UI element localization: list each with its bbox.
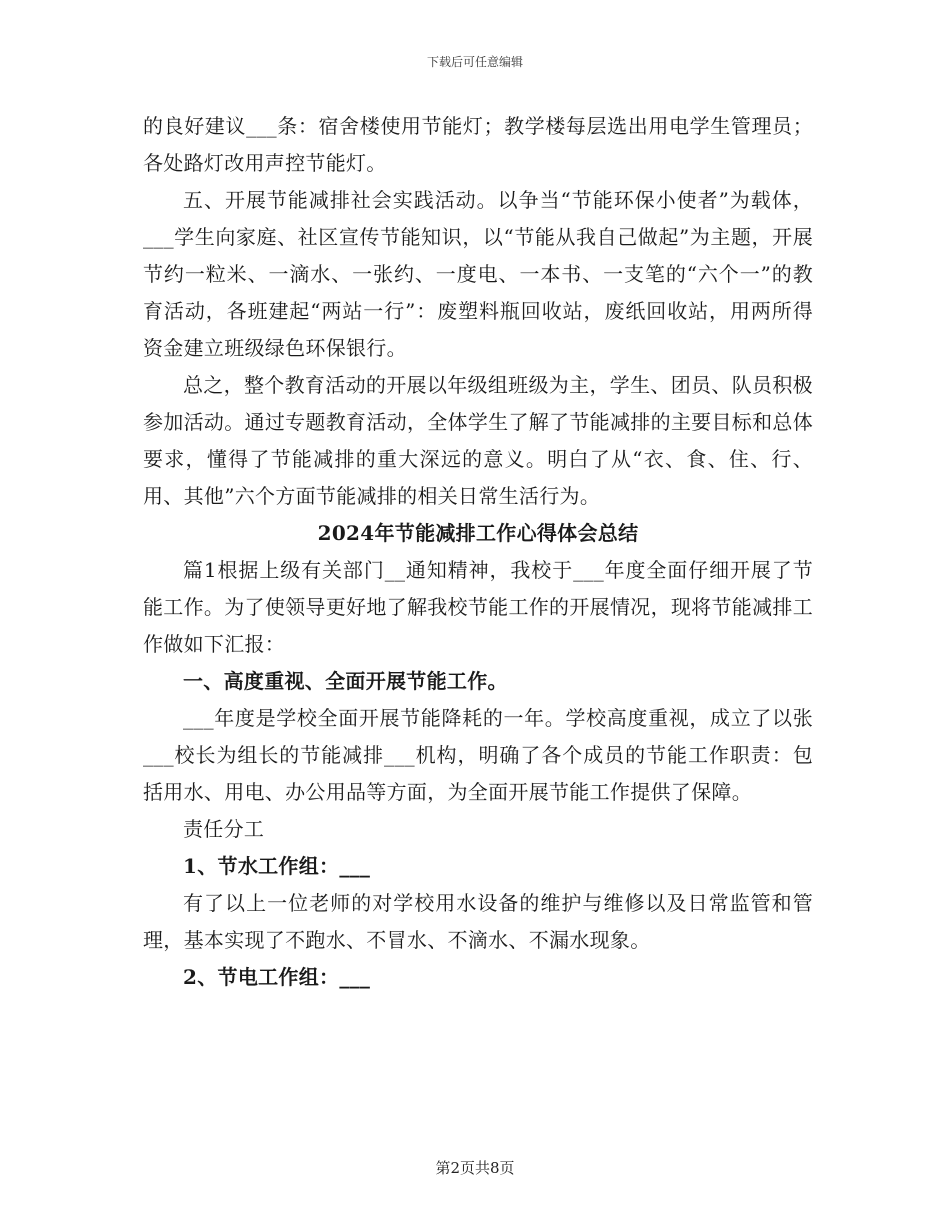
paragraph: 五、开展节能减排社会实践活动。以争当“节能环保小使者”为载体，___学生向家庭、社区宣传节能知识，以“节能从我自己做起”为主题，开展节约一粒米、一滴水、一张约、一度电、一本书、一支笔的“六个一”的教育活动，各班建起“两站一行”：废塑料瓶回收站，废纸回收站，用两所得资金建立班级绿色环保银行。 — [143, 188, 813, 360]
page-number: 第2页共8页 — [435, 1159, 515, 1177]
paragraph: ___年度是学校全面开展节能降耗的一年。学校高度重视，成立了以张___校长为组长的节能减排___机构，明确了各个成员的节能工作职责：包括用水、用电、办公用品等方面，为全面开展节能工作提供了保障。 — [143, 706, 813, 804]
paragraph: 篇1根据上级有关部门__通知精神，我校于___年度全面仔细开展了节能工作。为了使领导更好地了解我校节能工作的开展情况，现将节能减排工作做如下汇报： — [143, 558, 813, 656]
subsection-heading: 2、节电工作组：___ — [183, 965, 371, 989]
section-heading: 一、高度重视、全面开展节能工作。 — [183, 669, 508, 693]
page-header-note: 下载后可任意编辑 — [426, 55, 523, 69]
paragraph: 总之，整个教育活动的开展以年级组班级为主，学生、团员、队员积极参加活动。通过专题教育活动，全体学生了解了节能减排的主要目标和总体要求，懂得了节能减排的重大深远的意义。明白了从“衣、食、住、行、用、其他”六个方面节能减排的相关日常生活行为。 — [143, 373, 813, 508]
paragraph: 责任分工 — [183, 817, 265, 841]
paragraph: 有了以上一位老师的对学校用水设备的维护与维修以及日常监管和管理，基本实现了不跑水、不冒水、不滴水、不漏水现象。 — [143, 891, 813, 952]
document-body — [143, 108, 813, 996]
subsection-heading: 1、节水工作组：___ — [183, 854, 371, 878]
section-title: 2024年节能减排工作心得体会总结 — [317, 521, 639, 545]
paragraph: 的良好建议___条：宿舍楼使用节能灯；教学楼每层选出用电学生管理员；各处路灯改用声控节能灯。 — [143, 114, 813, 175]
